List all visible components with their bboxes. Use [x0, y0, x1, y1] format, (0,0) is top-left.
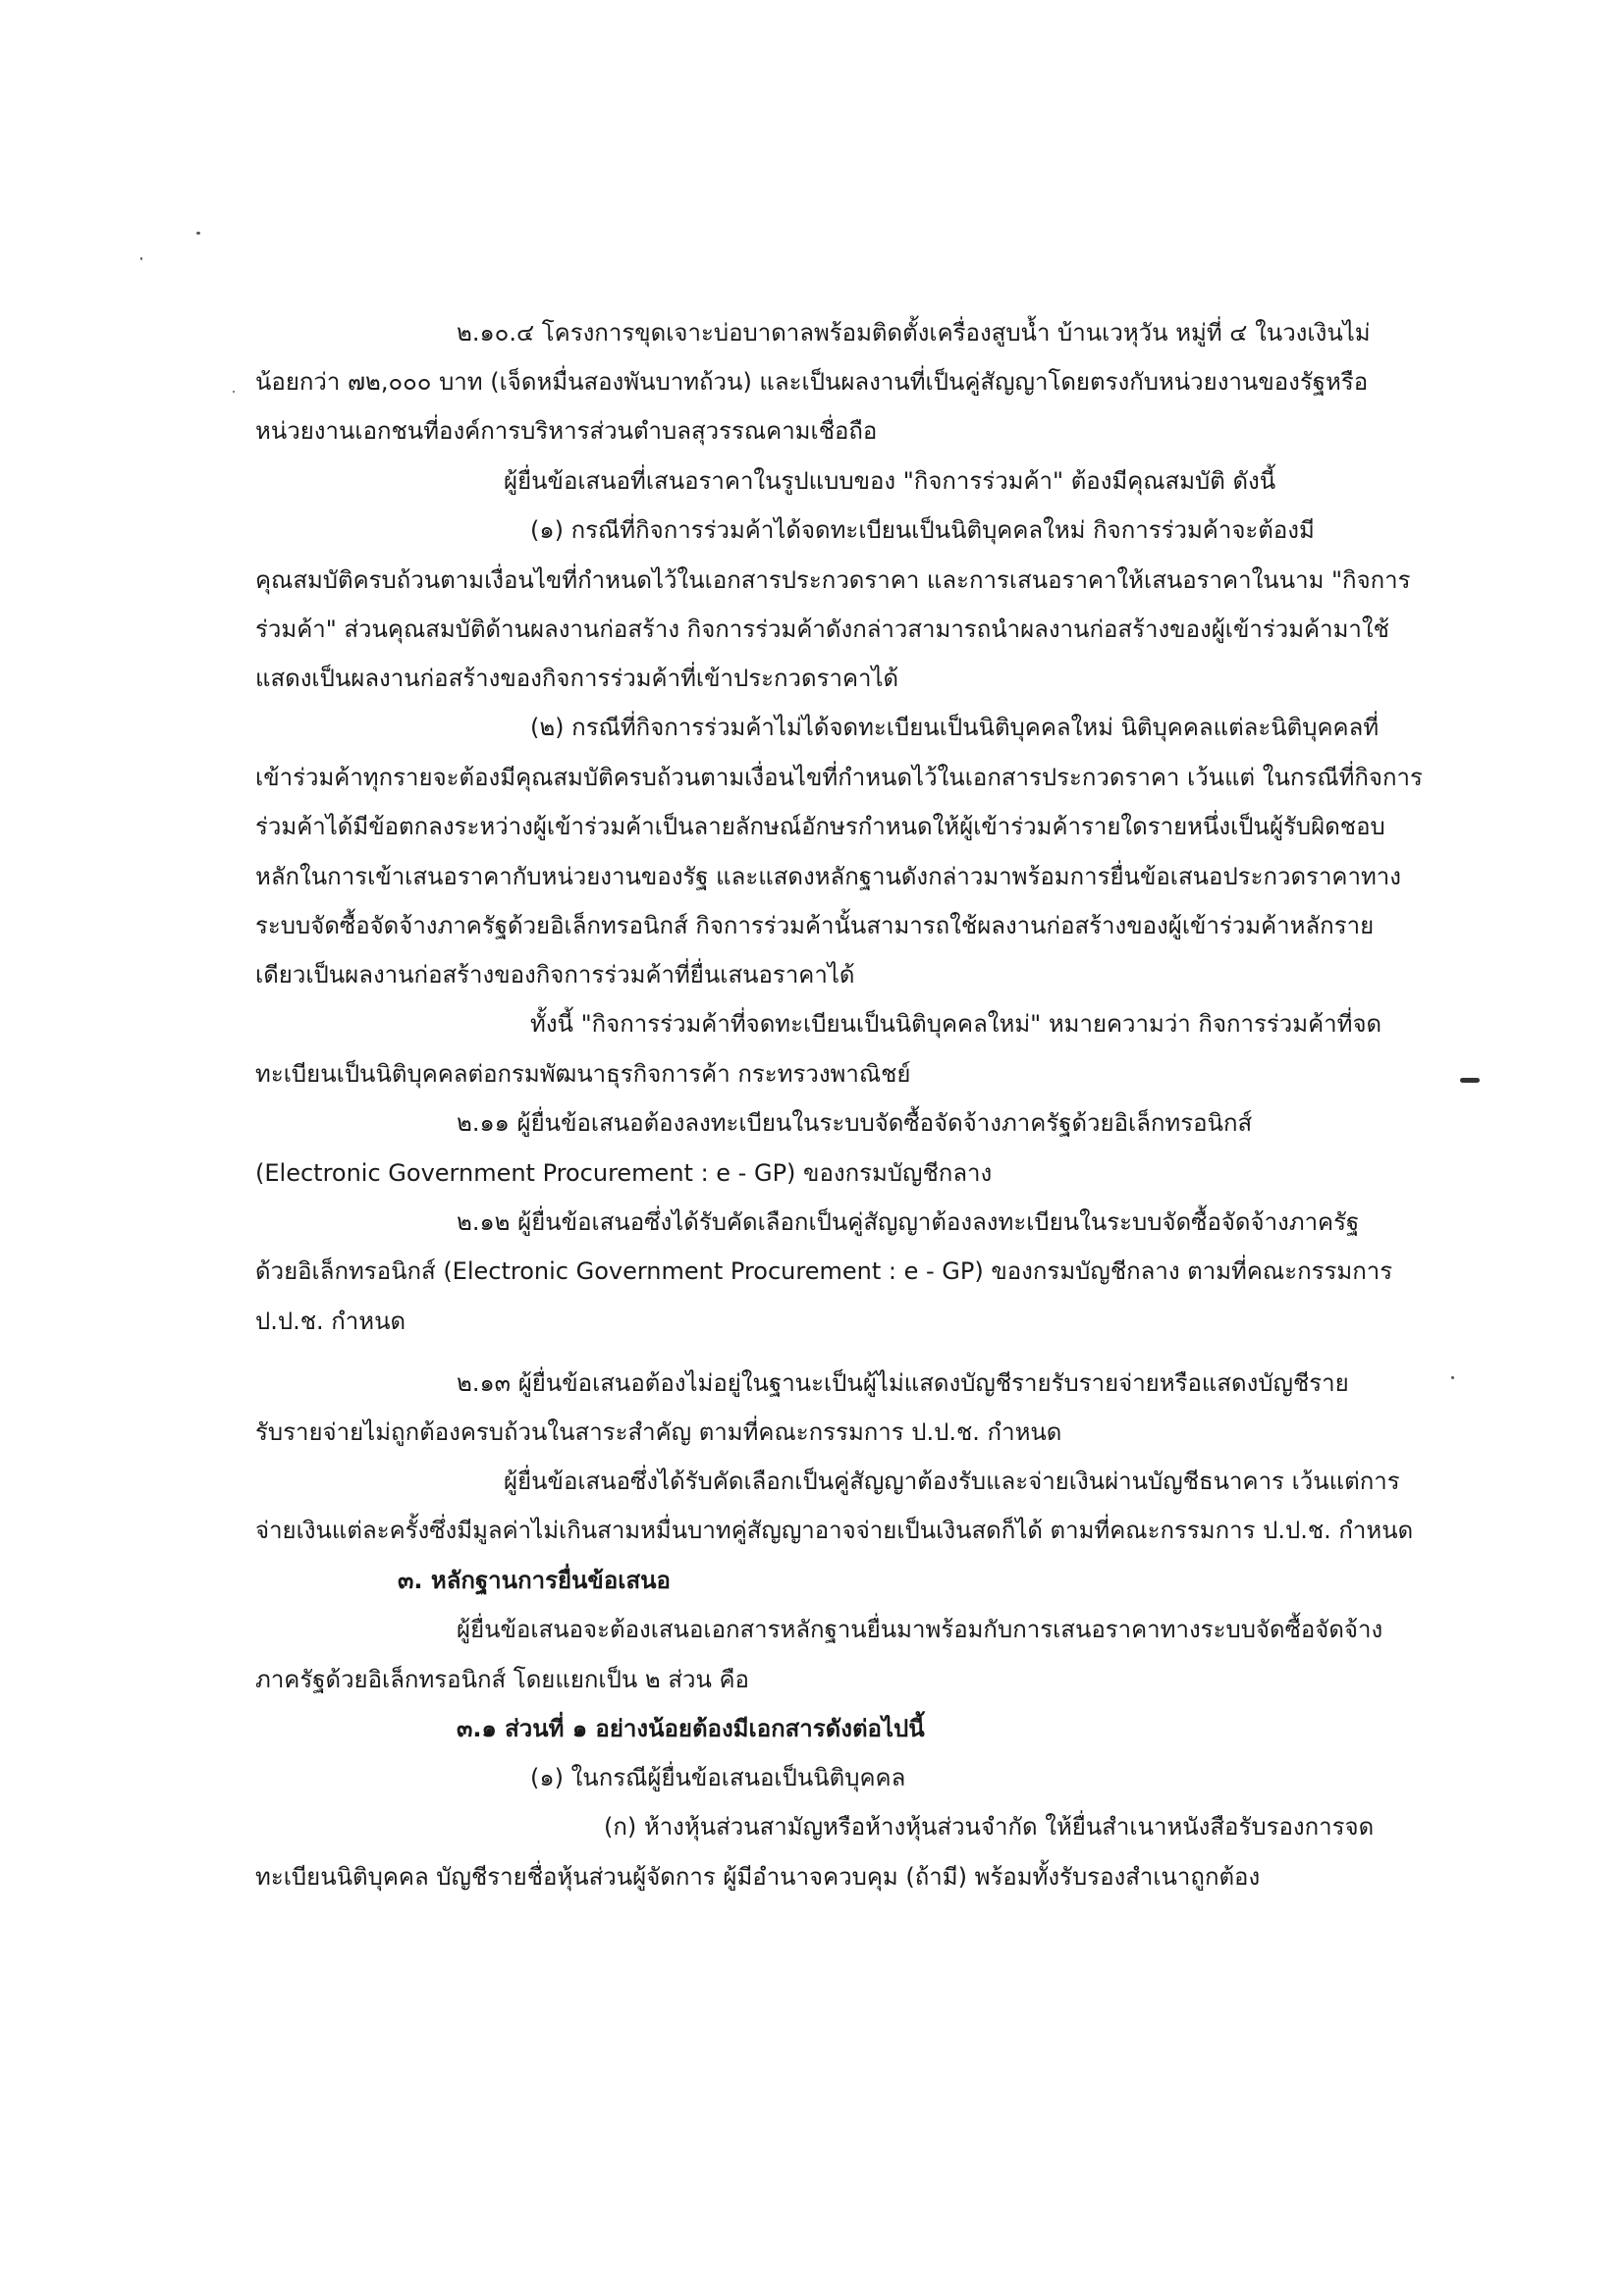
jv-case-2-line-2: เข้าร่วมค้าทุกรายจะต้องมีคุณสมบัติครบถ้วนตามเงื่อนไขที่กำหนดไว้ในเอกสารประกวดราคา เว้นแต่ ในกรณีที่กิจการ [255, 764, 1423, 791]
scan-speck [1460, 1078, 1480, 1083]
scan-speck [233, 391, 235, 393]
clause-2-12-line-1: ๒.๑๒ ผู้ยื่นข้อเสนอซึ่งได้รับคัดเลือกเป็นคู่สัญญาต้องลงทะเบียนในระบบจัดซื้อจัดจ้างภาครัฐ [457, 1208, 1360, 1236]
clause-2-11-line-2: (Electronic Government Procurement : e - GP) ของกรมบัญชีกลาง [255, 1159, 993, 1187]
scan-speck [196, 232, 200, 235]
section-3-1-item-1: (๑) ในกรณีผู้ยื่นข้อเสนอเป็นนิติบุคคล [530, 1764, 906, 1791]
jv-case-1-line-2: คุณสมบัติครบถ้วนตามเงื่อนไขที่กำหนดไว้ในเอกสารประกวดราคา และการเสนอราคาให้เสนอราคาในนาม "กิจการ [255, 566, 1411, 594]
clause-2-10-4-line-1: ๒.๑๐.๔ โครงการขุดเจาะบ่อบาดาลพร้อมติดตั้งเครื่องสูบน้ำ บ้านเวหุวัน หมู่ที่ ๔ ในวงเงินไม่ [457, 319, 1371, 347]
jv-case-1-line-1: (๑) กรณีที่กิจการร่วมค้าได้จดทะเบียนเป็นนิติบุคคลใหม่ กิจการร่วมค้าจะต้องมี [530, 516, 1315, 544]
jv-definition-line-2: ทะเบียนเป็นนิติบุคคลต่อกรมพัฒนาธุรกิจการค้า กระทรวงพาณิชย์ [255, 1060, 911, 1088]
clause-2-13-line-2: รับรายจ่ายไม่ถูกต้องครบถ้วนในสาระสำคัญ ตามที่คณะกรรมการ ป.ป.ช. กำหนด [255, 1418, 1062, 1446]
jv-case-2-line-5: ระบบจัดซื้อจัดจ้างภาครัฐด้วยอิเล็กทรอนิกส์ กิจการร่วมค้านั้นสามารถใช้ผลงานก่อสร้างของผู้เข้าร่วมค้าหลักราย [255, 912, 1375, 939]
clause-2-11-line-1: ๒.๑๑ ผู้ยื่นข้อเสนอต้องลงทะเบียนในระบบจัดซื้อจัดจ้างภาครัฐด้วยอิเล็กทรอนิกส์ [457, 1109, 1253, 1137]
jv-case-2-line-1: (๒) กรณีที่กิจการร่วมค้าไม่ได้จดทะเบียนเป็นนิติบุคคลใหม่ นิติบุคคลแต่ละนิติบุคคลที่ [530, 714, 1380, 741]
clause-2-12-line-2: ด้วยอิเล็กทรอนิกส์ (Electronic Government Procurement : e - GP) ของกรมบัญชีกลาง ตามที่คณะกรรมการ [255, 1257, 1393, 1285]
jv-case-1-line-4: แสดงเป็นผลงานก่อสร้างของกิจการร่วมค้าที่เข้าประกวดราคาได้ [255, 665, 899, 692]
jv-case-2-line-4: หลักในการเข้าเสนอราคากับหน่วยงานของรัฐ และแสดงหลักฐานดังกล่าวมาพร้อมการยื่นข้อเสนอประกวดราคาทาง [255, 863, 1401, 890]
section-3-1-heading: ๓.๑ ส่วนที่ ๑ อย่างน้อยต้องมีเอกสารดังต่อไปนี้ [457, 1715, 925, 1742]
scan-speck [1451, 1376, 1454, 1379]
section-3-text-line-1: ผู้ยื่นข้อเสนอจะต้องเสนอเอกสารหลักฐานยื่นมาพร้อมกับการเสนอราคาทางระบบจัดซื้อจัดจ้าง [457, 1616, 1383, 1643]
payment-clause-line-1: ผู้ยื่นข้อเสนอซึ่งได้รับคัดเลือกเป็นคู่สัญญาต้องรับและจ่ายเงินผ่านบัญชีธนาคาร เว้นแต่การ [504, 1468, 1400, 1495]
joint-venture-intro: ผู้ยื่นข้อเสนอที่เสนอราคาในรูปแบบของ "กิจการร่วมค้า" ต้องมีคุณสมบัติ ดังนี้ [504, 467, 1276, 495]
jv-definition-line-1: ทั้งนี้ "กิจการร่วมค้าที่จดทะเบียนเป็นนิติบุคคลใหม่" หมายความว่า กิจการร่วมค้าที่จด [530, 1010, 1382, 1038]
section-3-heading: ๓. หลักฐานการยื่นข้อเสนอ [398, 1567, 671, 1594]
section-3-1-item-1-a-line-2: ทะเบียนนิติบุคคล บัญชีรายชื่อหุ้นส่วนผู้จัดการ ผู้มีอำนาจควบคุม (ถ้ามี) พร้อมทั้งรับรองสำเนาถูกต้อง [255, 1863, 1261, 1891]
section-3-text-line-2: ภาครัฐด้วยอิเล็กทรอนิกส์ โดยแยกเป็น ๒ ส่วน คือ [255, 1666, 749, 1693]
jv-case-2-line-3: ร่วมค้าได้มีข้อตกลงระหว่างผู้เข้าร่วมค้าเป็นลายลักษณ์อักษรกำหนดให้ผู้เข้าร่วมค้ารายใดรายหนึ่งเป็นผู้รับผิดชอบ [255, 813, 1385, 840]
clause-2-10-4-line-3: หน่วยงานเอกชนที่องค์การบริหารส่วนตำบลสุวรรณคามเชื่อถือ [255, 417, 878, 445]
clause-2-13-line-1: ๒.๑๓ ผู้ยื่นข้อเสนอต้องไม่อยู่ในฐานะเป็นผู้ไม่แสดงบัญชีรายรับรายจ่ายหรือแสดงบัญชีราย [457, 1369, 1349, 1397]
section-3-1-item-1-a-line-1: (ก) ห้างหุ้นส่วนสามัญหรือห้างหุ้นส่วนจำกัด ให้ยื่นสำเนาหนังสือรับรองการจด [604, 1813, 1375, 1841]
jv-case-2-line-6: เดียวเป็นผลงานก่อสร้างของกิจการร่วมค้าที่ยื่นเสนอราคาได้ [255, 961, 855, 988]
clause-2-10-4-line-2: น้อยกว่า ๗๒,๐๐๐ บาท (เจ็ดหมื่นสองพันบาทถ้วน) และเป็นผลงานที่เป็นคู่สัญญาโดยตรงกับหน่วยงานของรัฐหรือ [255, 368, 1369, 396]
payment-clause-line-2: จ่ายเงินแต่ละครั้งซึ่งมีมูลค่าไม่เกินสามหมื่นบาทคู่สัญญาอาจจ่ายเป็นเงินสดก็ได้ ตามที่คณะกรรมการ ป.ป.ช. กำหนด [255, 1517, 1414, 1544]
clause-2-12-line-3: ป.ป.ช. กำหนด [255, 1308, 406, 1335]
scan-speck [140, 257, 142, 260]
jv-case-1-line-3: ร่วมค้า" ส่วนคุณสมบัติด้านผลงานก่อสร้าง กิจการร่วมค้าดังกล่าวสามารถนำผลงานก่อสร้างของผู้เข้าร่วมค้ามาใช้ [255, 615, 1389, 643]
